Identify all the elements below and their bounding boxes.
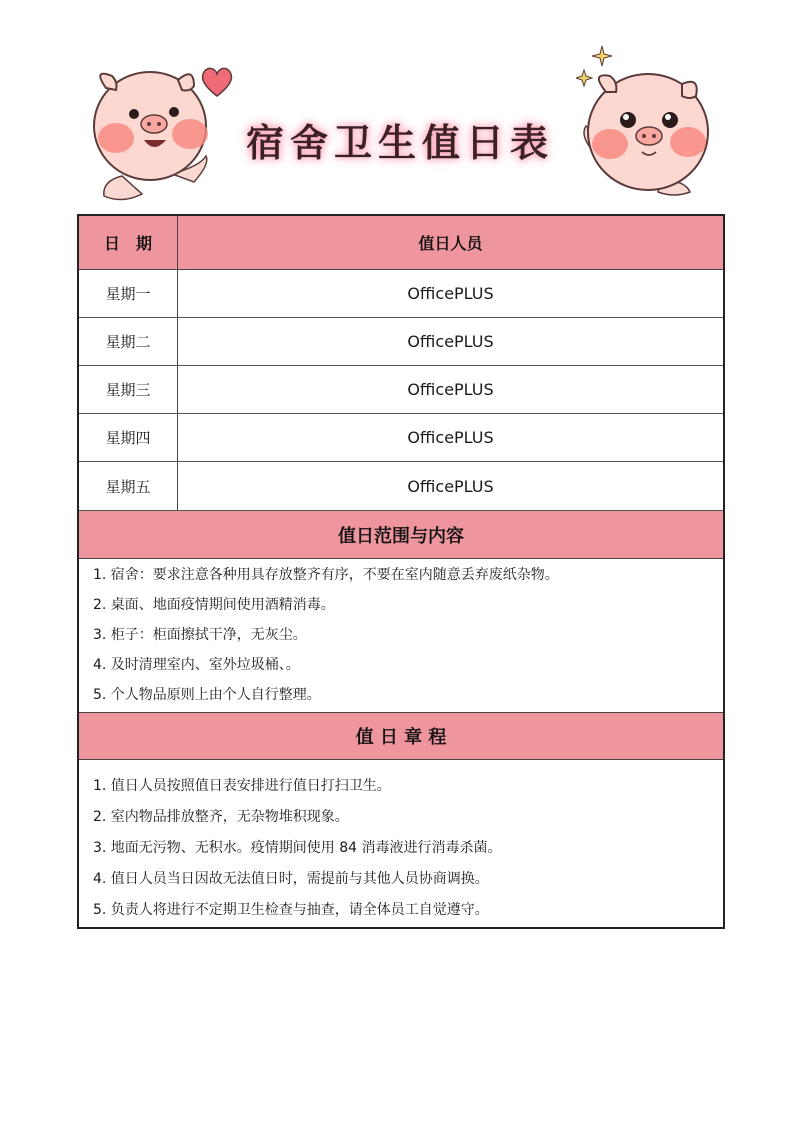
header <box>0 0 800 210</box>
table-row <box>79 270 723 318</box>
duty-sheet <box>77 214 725 929</box>
day-cell: 星期一 <box>79 270 178 317</box>
heart-icon <box>200 66 234 98</box>
date-column-header: 日 期 <box>79 216 178 269</box>
person-cell: OfficePLUS <box>407 428 494 447</box>
person-cell: OfficePLUS <box>407 332 494 351</box>
person-cell: OfficePLUS <box>407 284 494 303</box>
person-cell: OfficePLUS <box>407 380 494 399</box>
table-row <box>79 414 723 462</box>
table-row <box>79 366 723 414</box>
people-column-header: 值日人员 <box>418 234 483 253</box>
scope-list <box>93 560 559 710</box>
day-cell: 星期三 <box>79 366 178 413</box>
list-item: 1. 宿舍：要求注意各种用具存放整齐有序，不要在室内随意丢弃废纸杂物。 <box>93 567 559 583</box>
scope-heading: 值日范围与内容 <box>79 511 723 559</box>
list-item: 4. 及时清理室内、室外垃圾桶、。 <box>93 657 300 673</box>
page-title: 宿舍卫生值日表 <box>245 121 554 165</box>
table-row <box>79 318 723 366</box>
person-cell: OfficePLUS <box>407 476 494 496</box>
list-item: 3. 柜子：柜面擦拭干净，无灰尘。 <box>93 627 307 643</box>
list-item: 3. 地面无污物、无积水。疫情期间使用 84 消毒液进行消毒杀菌。 <box>93 840 502 856</box>
day-cell: 星期四 <box>79 414 178 461</box>
rules-heading: 值 日 章 程 <box>79 712 723 760</box>
list-item: 2. 室内物品排放整齐，无杂物堆积现象。 <box>93 809 349 825</box>
day-cell: 星期五 <box>79 462 178 510</box>
list-item: 2. 桌面、地面疫情期间使用酒精消毒。 <box>93 597 335 613</box>
list-item: 1. 值日人员按照值日表安排进行值日打扫卫生。 <box>93 778 391 794</box>
list-item: 5. 负责人将进行不定期卫生检查与抽查，请全体员工自觉遵守。 <box>93 902 489 918</box>
pig-excited-icon <box>570 40 715 205</box>
list-item: 4. 值日人员当日因故无法值日时，需提前与其他人员协商调换。 <box>93 871 489 887</box>
rules-list <box>93 771 502 926</box>
table-header <box>79 216 723 270</box>
table-row <box>79 462 723 511</box>
list-item: 5. 个人物品原则上由个人自行整理。 <box>93 687 321 703</box>
day-cell: 星期二 <box>79 318 178 365</box>
